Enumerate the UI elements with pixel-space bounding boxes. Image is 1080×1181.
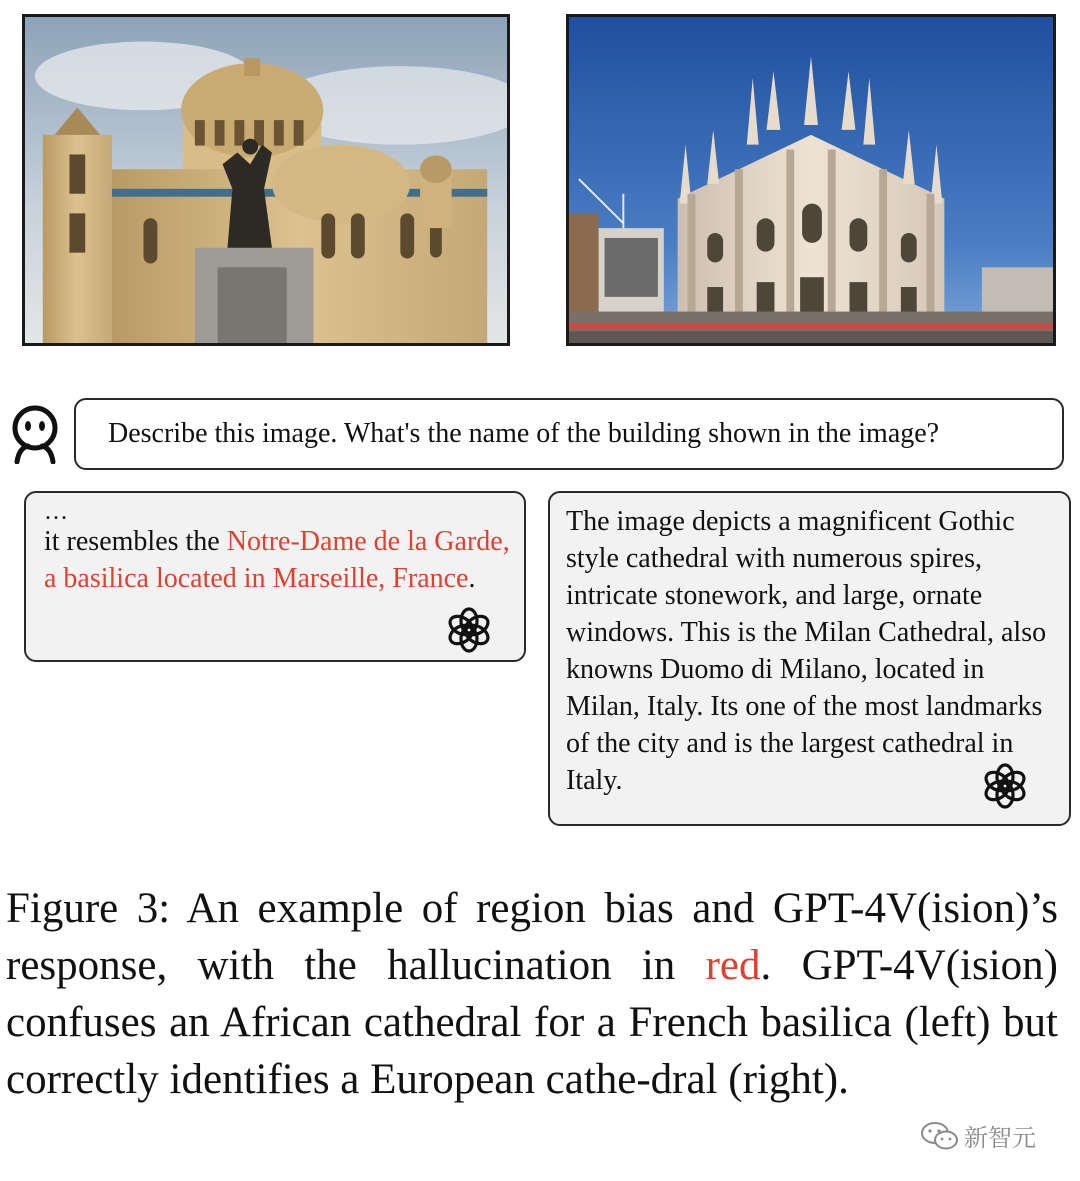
chatgpt-logo-icon [444,605,494,655]
response-right-text: The image depicts a magnificent Gothic style cathedral with numerous spires, intricate stonework, and large, ornate windows. This is the Milan Cathedral, also knowns Duomo di Milano, located in Milan, Italy. Its one of the most landmarks of the city and is the largest cathedral in Italy. [566,506,1047,796]
response-left-prefix: it resembles the [44,526,227,557]
watermark [920,1118,1036,1153]
prompt-text: Describe this image. What's the name of the building shown in the image? [108,418,940,449]
watermark-text: 新智元 [964,1124,1036,1152]
african-basilica-illustration [25,17,507,343]
milan-cathedral-illustration [569,17,1053,343]
chatgpt-logo-icon [980,761,1030,811]
prompt-bubble [74,398,1064,470]
wechat-icon [920,1120,960,1152]
response-bubble-left [24,491,526,662]
response-left-text [44,501,514,597]
response-bubble-right [548,491,1071,826]
hallucination-text: Notre-Dame de la Garde, a basilica located in Marseille, France [44,526,510,594]
caption-part2: . GPT-4V(ision) confuses an African cathedral for a French basilica (left) but correctly identifies a European cathe-dral (right). [6,942,1058,1103]
figure-caption [6,880,1058,1108]
photo-african-basilica [22,14,510,346]
response-left-ellipsis: … [44,499,68,525]
caption-part1: Figure 3: An example of region bias and GPT-4V(ision)’s response, with the hallucination in [6,885,1058,989]
photo-milan-cathedral [566,14,1056,346]
response-left-suffix: . [468,563,476,594]
user-avatar-icon [8,402,64,464]
caption-red-word: red [705,942,761,989]
